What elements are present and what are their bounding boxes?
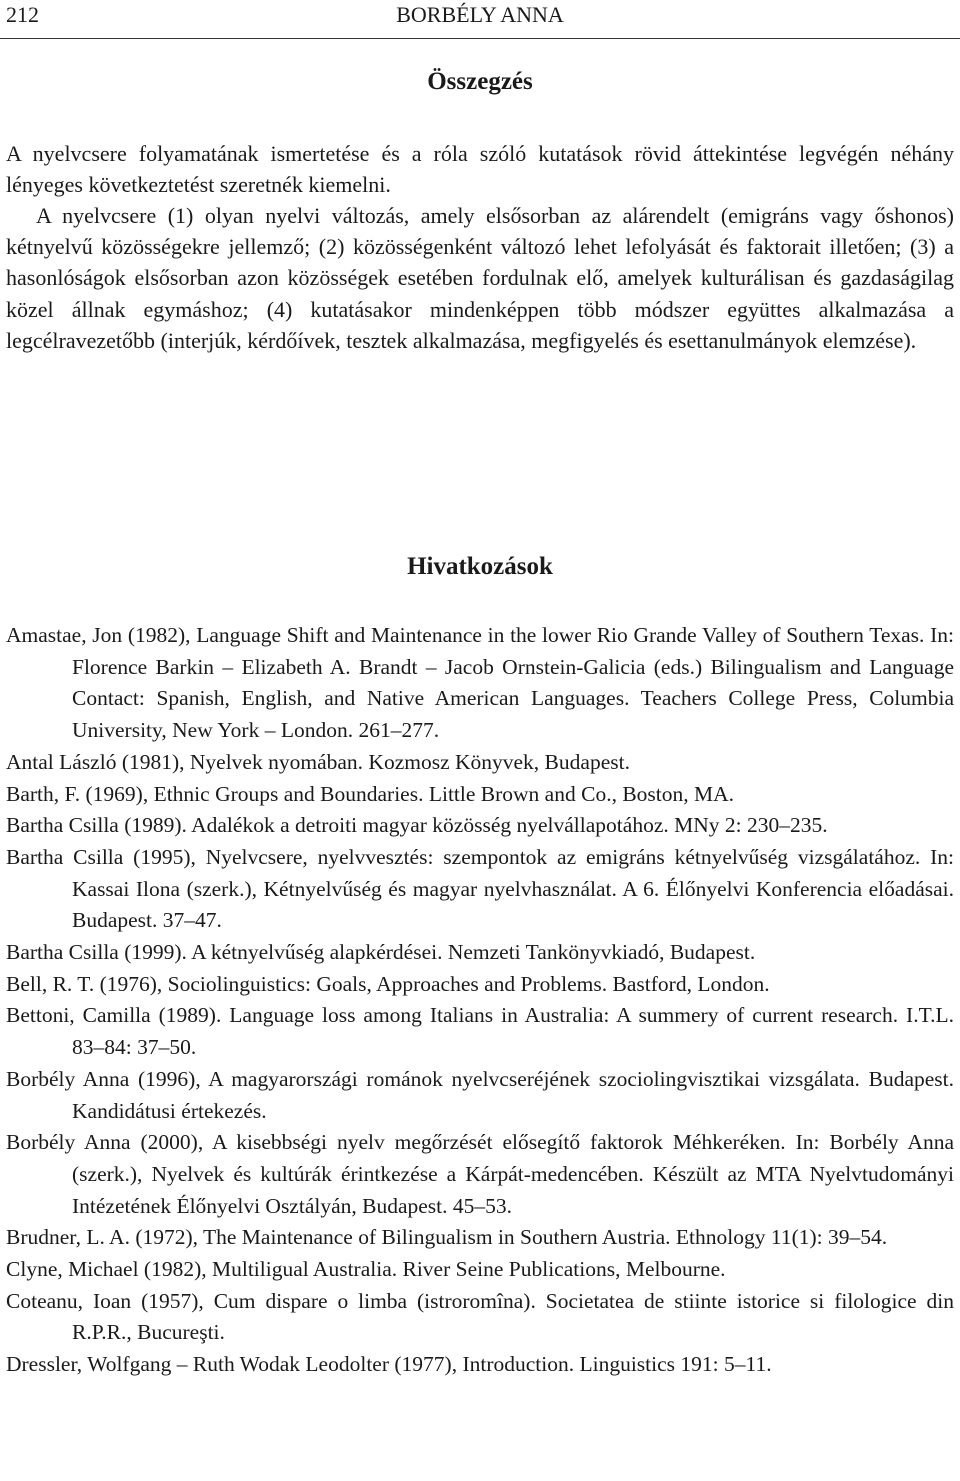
reference-item: Borbély Anna (1996), A magyarországi románok nyelvcseréjének szociolingvisztikai vizsgálata. Budapest. Kandidátusi értekezés. <box>6 1066 954 1123</box>
reference-item: Bartha Csilla (1989). Adalékok a detroiti magyar közösség nyelvállapotához. MNy 2: 230–235. <box>6 813 828 838</box>
reference-item: Bell, R. T. (1976), Sociolinguistics: Goals, Approaches and Problems. Bastford, London. <box>6 971 770 996</box>
reference-item: Bartha Csilla (1995), Nyelvcsere, nyelvvesztés: szempontok az emigráns kétnyelvűség vizsgálatához. In: Kassai Ilona (szerk.), Kétnyelvűség és magyar nyelvhasználat. A 6. Élőnyelvi Konferencia előadásai. Budapest. 37–47. <box>6 844 954 933</box>
reference-item: Coteanu, Ioan (1957), Cum dispare o limba (istroromîna). Societatea de stiinte istorice si filologice din R.P.R., Bucureşti. <box>6 1288 954 1345</box>
page-number: 212 <box>6 2 39 27</box>
reference-item: Dressler, Wolfgang – Ruth Wodak Leodolter (1977), Introduction. Linguistics 191: 5–11. <box>6 1352 772 1377</box>
reference-item: Borbély Anna (2000), A kisebbségi nyelv megőrzését elősegítő faktorok Méhkeréken. In: Borbély Anna (szerk.), Nyelvek és kultúrák érintkezése a Kárpát-medencében. Készült az MTA Nyelvtudományi Intézetének Élőnyelvi Osztályán, Budapest. 45–53. <box>6 1130 954 1218</box>
reference-item: Bettoni, Camilla (1989). Language loss among Italians in Australia: A summery of current research. I.T.L. 83–84: 37–50. <box>6 1003 954 1060</box>
reference-item: Bartha Csilla (1999). A kétnyelvűség alapkérdései. Nemzeti Tankönyvkiadó, Budapest. <box>6 940 756 965</box>
references-heading: Hivatkozások <box>407 553 553 580</box>
page-header <box>0 0 960 39</box>
summary-paragraph-2: A nyelvcsere (1) olyan nyelvi változás, amely elsősorban az alárendelt (emigráns vagy őshonos) kétnyelvű közösségekre jellemző; (2) közösségenként változó lehet lefolyását és faktorait illetően; (3) a hasonlóságok elsősorban azon közösségek esetében fordulnak elő, amelyek kulturálisan és gazdaságilag közel állnak egymáshoz; (4) kutatásakor mindenképpen több módszer együttes alkalmazása a legcélravezetőbb (interjúk, kérdőívek, tesztek alkalmazása, megfigyelés és esettanulmányok elemzése). <box>6 203 954 353</box>
reference-item: Antal László (1981), Nyelvek nyomában. Kozmosz Könyvek, Budapest. <box>6 749 630 774</box>
reference-item: Amastae, Jon (1982), Language Shift and Maintenance in the lower Rio Grande Valley of Southern Texas. In: Florence Barkin – Elizabeth A. Brandt – Jacob Ornstein-Galicia (eds.) Bilingualism and Language Contact: Spanish, English, and Native American Languages. Teachers College Press, Columbia University, New York – London. 261–277. <box>6 623 954 743</box>
reference-item: Barth, F. (1969), Ethnic Groups and Boundaries. Little Brown and Co., Boston, MA. <box>6 781 735 806</box>
summary-paragraph-1: A nyelvcsere folyamatának ismertetése és a róla szóló kutatások rövid áttekintése legvégén néhány lényeges következtetést szeretnék kiemelni. <box>6 141 954 198</box>
reference-item: Clyne, Michael (1982), Multiligual Australia. River Seine Publications, Melbourne. <box>6 1257 726 1282</box>
running-head: BORBÉLY ANNA <box>396 2 564 27</box>
reference-item: Brudner, L. A. (1972), The Maintenance of Bilingualism in Southern Austria. Ethnology 11(1): 39–54. <box>6 1225 888 1250</box>
summary-heading: Összegzés <box>427 68 533 95</box>
reference-list <box>6 620 954 1381</box>
